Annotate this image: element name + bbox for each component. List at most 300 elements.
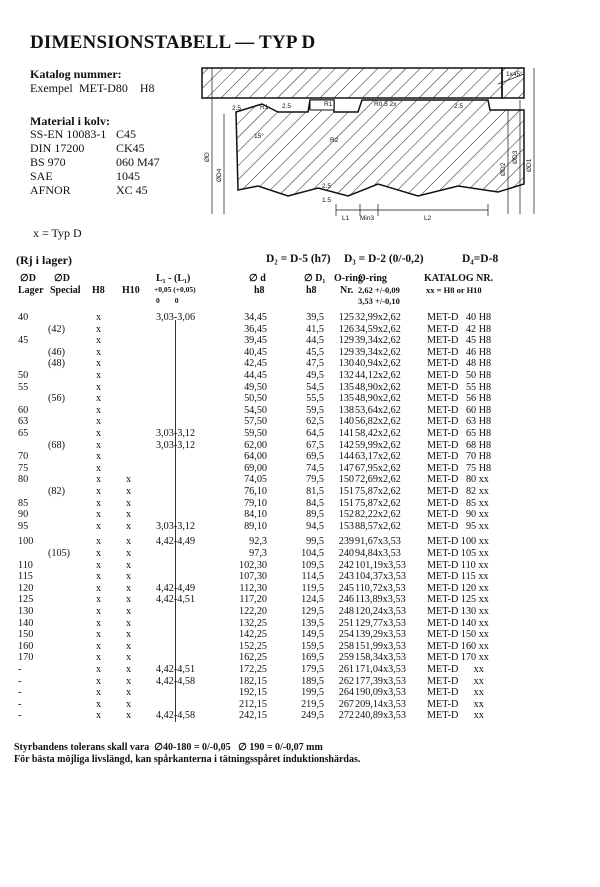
cell-h10: x [126,486,132,497]
cell-d: 57,50 [244,416,267,428]
cell-l: - [18,664,22,675]
diameter-label: ØD3 [512,150,519,164]
cell-kat: MET-D 120 xx [427,582,489,594]
col-header-L1-tol: +0,05 (+0,05) [154,285,196,294]
col-header-oring-tol2: 3,53 +/-0,10 [358,296,400,306]
table-row [14,606,489,618]
cell-L: 4,42-4,51 [156,594,196,606]
cell-s: (46) [48,346,65,358]
cell-h10: x [126,687,132,699]
cell-d1: 41,5 [306,323,324,335]
cell-d: 182,15 [238,675,267,687]
cell-d: 142,25 [238,629,267,641]
drawing-label: R1 [260,104,269,111]
cell-nr: 129 [338,346,354,358]
cell-ring: 129,77x3,53 [355,617,406,629]
cell-kat: MET-D 45 H8 [427,335,492,347]
cell-d1: 99,5 [306,536,324,548]
cell-L: 4,42-4,58 [156,710,196,722]
cell-h8: x [96,416,102,428]
cell-h10: x [126,629,132,641]
cell-h8: x [96,640,102,652]
cell-nr: 151 [338,497,354,509]
cell-h8: x [96,358,102,370]
cell-nr: 248 [338,606,354,617]
cell-d: 172,25 [238,664,267,675]
cell-h8: x [96,548,102,559]
cell-d1: 199,5 [301,687,324,699]
cell-h8: x [96,439,102,451]
cell-l: 75 [18,462,29,474]
cell-kat: MET-D 95 xx [427,520,489,532]
cell-h8: x [96,381,102,393]
material-grade: C45 [116,127,137,141]
cell-kat: MET-D xx [427,664,484,675]
cell-d1: 62,5 [306,416,324,428]
cell-d1: 64,5 [306,428,324,439]
table-row [14,404,492,417]
col-header-L1-zero: 0 0 [156,296,179,305]
drawing-label: 1.5 [322,197,332,204]
cell-ring: 240,89x3,53 [355,710,406,722]
cell-h8: x [96,312,102,323]
cell-kat: MET-D 160 xx [427,640,489,652]
drawing-label: R2 [330,137,339,144]
cell-h10: x [126,606,132,617]
cell-d1: 129,5 [301,606,324,617]
cell-d1: 49,5 [306,370,324,381]
cell-d: 102,30 [238,559,267,571]
cell-kat: MET-D 140 xx [427,617,489,629]
cell-l: 150 [18,629,34,641]
cell-d1: 219,5 [301,698,324,710]
col-header-h8: H8 [92,285,105,296]
diameter-label: ØD2 [500,162,507,176]
cell-ring: 110,72x3,53 [355,582,406,594]
cell-nr: 150 [338,474,354,486]
cell-nr: 251 [338,617,354,629]
table-row [14,381,492,394]
cell-nr: 264 [338,687,354,699]
cell-l: 100 [18,536,34,548]
cell-ring: 190,09x3,53 [355,687,406,699]
cell-h8: x [96,710,102,722]
cell-nr: 245 [338,582,354,594]
cell-nr: 267 [338,698,354,710]
cell-ring: 53,64x2,62 [355,404,401,416]
cell-l: 65 [18,428,29,439]
cell-nr: 132 [338,370,354,381]
cell-nr: 142 [338,439,354,451]
catalog-label: Katalog nummer: [30,67,122,81]
cell-h8: x [96,451,102,463]
cell-h8: x [96,474,102,486]
cell-l: 40 [18,312,29,323]
cell-kat: MET-D xx [427,710,484,722]
cell-d: 192,15 [238,687,267,699]
cell-h8: x [96,687,102,699]
cell-ring: 48,90x2,62 [355,393,401,405]
diameter-label: ØD [204,152,211,162]
cell-ring: 209,14x3,53 [355,698,406,710]
cell-ring: 72,69x2,62 [355,474,401,486]
cell-nr: 147 [338,462,354,474]
cell-h10: x [126,582,132,594]
cell-nr: 153 [338,520,354,532]
col-header-oring-nr: O-ring [334,273,363,284]
table-row [14,323,492,336]
table-row [14,594,489,606]
cell-nr: 141 [338,428,354,439]
drawing-label: L2 [424,215,432,222]
table-header [14,273,494,309]
cell-s: (82) [48,486,65,497]
cell-nr: 125 [338,312,354,323]
cell-nr: 240 [338,548,354,559]
cell-h8: x [96,393,102,405]
cell-nr: 126 [338,323,354,335]
cell-ring: 171,04x3,53 [355,664,406,675]
table-row [14,462,492,475]
cell-h10: x [126,617,132,629]
cell-d: 89,10 [244,520,267,532]
cell-d: 242,15 [238,710,267,722]
cell-L: 4,42-4,49 [156,536,196,548]
cell-ring: 59,99x2,62 [355,439,401,451]
cell-h10: x [126,710,132,722]
cell-d: 76,10 [244,486,267,497]
cell-nr: 243 [338,571,354,583]
material-grade: 060 M47 [116,155,160,169]
cell-d: 44,45 [244,370,267,381]
cell-kat: MET-D 50 H8 [427,370,492,381]
cell-h10: x [126,652,132,664]
cell-h8: x [96,675,102,687]
cell-l: 90 [18,509,29,521]
cell-d: 34,45 [244,312,267,323]
table-row [14,687,484,699]
table-row [14,393,492,405]
table-row [14,451,492,463]
cell-L: 4,42-4,51 [156,664,196,675]
cell-l: 130 [18,606,34,617]
cell-d1: 47,5 [306,358,324,370]
cell-l: - [18,710,22,722]
cell-kat: MET-D 115 xx [427,571,489,583]
cell-kat: MET-D 75 H8 [427,462,492,474]
catalog-example-label: Exempel [30,81,73,95]
cell-d: 79,10 [244,497,267,509]
table-row [14,536,489,548]
cell-ring: 48,90x2,62 [355,381,401,393]
cell-l: 115 [18,571,33,583]
cell-h10: x [126,497,132,509]
cell-kat: MET-D 85 xx [427,497,489,509]
cell-h8: x [96,370,102,381]
cell-d: 212,15 [238,698,267,710]
cell-d: 132,25 [238,617,267,629]
col-header-d-lager-sub: Lager [18,285,44,296]
cell-kat: MET-D 110 xx [427,559,489,571]
cell-l: 125 [18,594,34,606]
cell-l: 60 [18,404,29,416]
cell-h8: x [96,559,102,571]
cell-kat: MET-D 65 H8 [427,428,492,439]
table-row [14,358,492,370]
cell-L: 4,42-4,58 [156,675,196,687]
cell-d1: 149,5 [301,629,324,641]
col-header-katalog: KATALOG NR. [424,273,494,284]
cell-h8: x [96,404,102,416]
cell-nr: 130 [338,358,354,370]
table-row [14,346,492,359]
cell-nr: 242 [338,559,354,571]
formula-d3: D₃ = D-2 (0/-0,2) [344,253,424,265]
cell-h8: x [96,462,102,474]
cell-kat: MET-D 63 H8 [427,416,492,428]
cell-d1: 67,5 [306,439,324,451]
col-header-D1: ∅ D₁ [304,273,326,284]
cell-kat: MET-D 150 xx [427,629,489,641]
cell-l: 95 [18,520,29,532]
cell-d1: 44,5 [306,335,324,347]
cell-l: 85 [18,497,29,509]
cell-ring: 94,84x3,53 [355,548,401,559]
cell-kat: MET-D xx [427,698,484,710]
cell-kat: MET-D 60 H8 [427,404,492,416]
drawing-label: Min3 [360,215,375,222]
cell-h8: x [96,509,102,521]
cell-d1: 89,5 [306,509,324,521]
cell-kat: MET-D 48 H8 [427,358,492,370]
col-header-h10: H10 [122,285,140,296]
cell-l: 170 [18,652,34,664]
cell-kat: MET-D 68 H8 [427,439,492,451]
cell-d: 64,00 [244,451,267,463]
material-label: Material i kolv: [30,114,110,128]
cell-kat: MET-D 90 xx [427,509,489,521]
cell-d1: 169,5 [301,652,324,664]
cell-l: 160 [18,640,34,652]
cell-h10: x [126,548,132,559]
material-standard: SS-EN 10083-1 [30,127,107,141]
material-grade: 1045 [116,169,140,183]
cell-l: - [18,675,22,687]
cell-l: 120 [18,582,34,594]
cell-d: 112,30 [239,582,267,594]
cell-d1: 109,5 [301,559,324,571]
cell-d: 42,45 [244,358,267,370]
table-row [14,428,492,440]
cell-nr: 261 [338,664,354,675]
cell-d1: 114,5 [301,571,324,583]
cell-d1: 45,5 [306,346,324,358]
col-header-d-special-sub: Special [50,285,81,296]
page-title: DIMENSIONSTABELL — TYP D [30,32,316,53]
cell-nr: 152 [338,509,354,521]
cell-kat: MET-D xx [427,675,484,687]
cell-l: 55 [18,381,29,393]
cell-ring: 158,34x3,53 [355,652,406,664]
cell-d1: 94,5 [306,520,324,532]
table-row [14,474,489,486]
col-header-oring: O-ring [358,273,387,284]
cell-d1: 69,5 [306,451,324,463]
cell-kat: MET-D 100 xx [427,536,489,548]
cell-d1: 119,5 [301,582,324,594]
cell-d1: 249,5 [301,710,324,722]
cell-ring: 32,99x2,62 [355,312,401,323]
drawing-label: 2.5 [454,103,464,110]
cell-ring: 39,34x2,62 [355,346,401,358]
cell-ring: 67,95x2,62 [355,462,401,474]
col-header-d: ∅ d [249,273,266,284]
cell-ring: 58,42x2,62 [355,428,401,439]
table-row [14,582,489,595]
cell-h10: x [126,675,132,687]
cell-l: 80 [18,474,29,486]
col-header-d-special: ∅D [54,273,70,284]
cell-kat: MET-D 82 xx [427,486,489,497]
footer-tolerance: Styrbandens tolerans skall vara ∅40-180 = 0/-0,05 ∅ 190 = 0/-0,07 mm [14,742,323,753]
cell-h8: x [96,606,102,617]
material-grade: XC 45 [116,183,148,197]
table-row [14,710,484,722]
cell-s: (42) [48,323,65,335]
cell-nr: 262 [338,675,354,687]
cell-d1: 189,5 [301,675,324,687]
cell-d1: 79,5 [306,474,324,486]
cell-kat: MET-D 125 xx [427,594,489,606]
cell-ring: 101,19x3,53 [355,559,406,571]
cell-ring: 151,99x3,53 [355,640,406,652]
cell-nr: 254 [338,629,354,641]
cell-nr: 144 [338,451,354,463]
cell-nr: 258 [338,640,354,652]
cell-d1: 39,5 [306,312,324,323]
cell-d: 152,25 [238,640,267,652]
cell-d: 62,00 [244,439,267,451]
type-note: x = Typ D [33,226,82,240]
diameter-label: ØD1 [526,158,533,172]
cell-kat: MET-D xx [427,687,484,699]
cell-nr: 135 [338,393,354,405]
table-row [14,548,489,560]
cell-h8: x [96,629,102,641]
cell-L: 3,03-3,12 [156,439,196,451]
cell-kat: MET-D 56 H8 [427,393,492,405]
cell-d: 50,50 [244,393,267,405]
cell-d1: 74,5 [306,462,324,474]
table-row [14,370,492,382]
cell-d1: 139,5 [301,617,324,629]
cell-h10: x [126,520,132,532]
cell-h8: x [96,652,102,664]
cell-d: 97,3 [249,548,267,559]
cell-h10: x [126,509,132,521]
table-row [14,312,492,324]
col-header-L1: L₁ - (L₁) [156,273,191,284]
cell-d1: 124,5 [301,594,324,606]
cell-h8: x [96,335,102,347]
drawing-label: R0.5 2x [374,101,397,108]
cell-h10: x [126,640,132,652]
cell-kat: MET-D 46 H8 [427,346,492,358]
cell-kat: MET-D 105 xx [427,548,489,559]
material-standard: BS 970 [30,155,66,169]
cell-h10: x [126,571,132,583]
table-row [14,497,489,510]
cell-h8: x [96,698,102,710]
cell-s: (48) [48,358,65,370]
catalog-example-value: MET-D80 H8 [79,81,155,95]
cell-h8: x [96,323,102,335]
material-standard: DIN 17200 [30,141,85,155]
cell-ring: 113,89x3,53 [355,594,406,606]
cell-h8: x [96,617,102,629]
cell-d: 84,10 [244,509,267,521]
table-row [14,486,489,498]
table-row [14,416,492,428]
cell-h8: x [96,664,102,675]
cell-ring: 177,39x3,53 [355,675,406,687]
cell-kat: MET-D 80 xx [427,474,489,486]
cell-h8: x [96,486,102,497]
cell-h10: x [126,664,132,675]
cell-h8: x [96,536,102,548]
cell-nr: 135 [338,381,354,393]
cell-h10: x [126,559,132,571]
cell-d: 59,50 [244,428,267,439]
cell-l: - [18,698,22,710]
cell-d: 117,20 [239,594,267,606]
cell-l: 50 [18,370,29,381]
cell-l: - [18,687,22,699]
table-row [14,559,489,572]
cross-section-drawing [198,64,550,234]
cell-l: 110 [18,559,33,571]
cell-s: (56) [48,393,65,405]
table-row [14,439,492,452]
drawing-label: 15° [254,133,264,140]
cell-h8: x [96,571,102,583]
cell-d: 74,05 [244,474,267,486]
cell-kat: MET-D 40 H8 [427,312,492,323]
cell-d1: 55,5 [306,393,324,405]
cell-s: (68) [48,439,65,451]
cell-kat: MET-D 55 H8 [427,381,492,393]
cell-L: 3,03-3,12 [156,428,196,439]
cell-ring: 139,29x3,53 [355,629,406,641]
cell-d1: 159,5 [301,640,324,652]
table-row [14,629,489,641]
cell-d: 36,45 [244,323,267,335]
cell-h10: x [126,698,132,710]
cell-h10: x [126,536,132,548]
cell-h8: x [96,520,102,532]
cell-ring: 44,12x2,62 [355,370,401,381]
col-header-oring-tol1: 2,62 +/-0,09 [358,285,400,295]
col-header-D1-tol: h8 [306,285,317,296]
cell-d: 92,3 [249,536,267,548]
col-header-katalog-note: xx = H8 or H10 [426,285,482,295]
material-standard: SAE [30,169,53,183]
table-row [14,571,489,583]
cell-nr: 239 [338,536,354,548]
col-header-d-lager: ∅D [20,273,36,284]
col-header-oring-nr-sub: Nr. [340,285,354,296]
formula-d2: D₂ = D-5 (h7) [266,253,331,265]
